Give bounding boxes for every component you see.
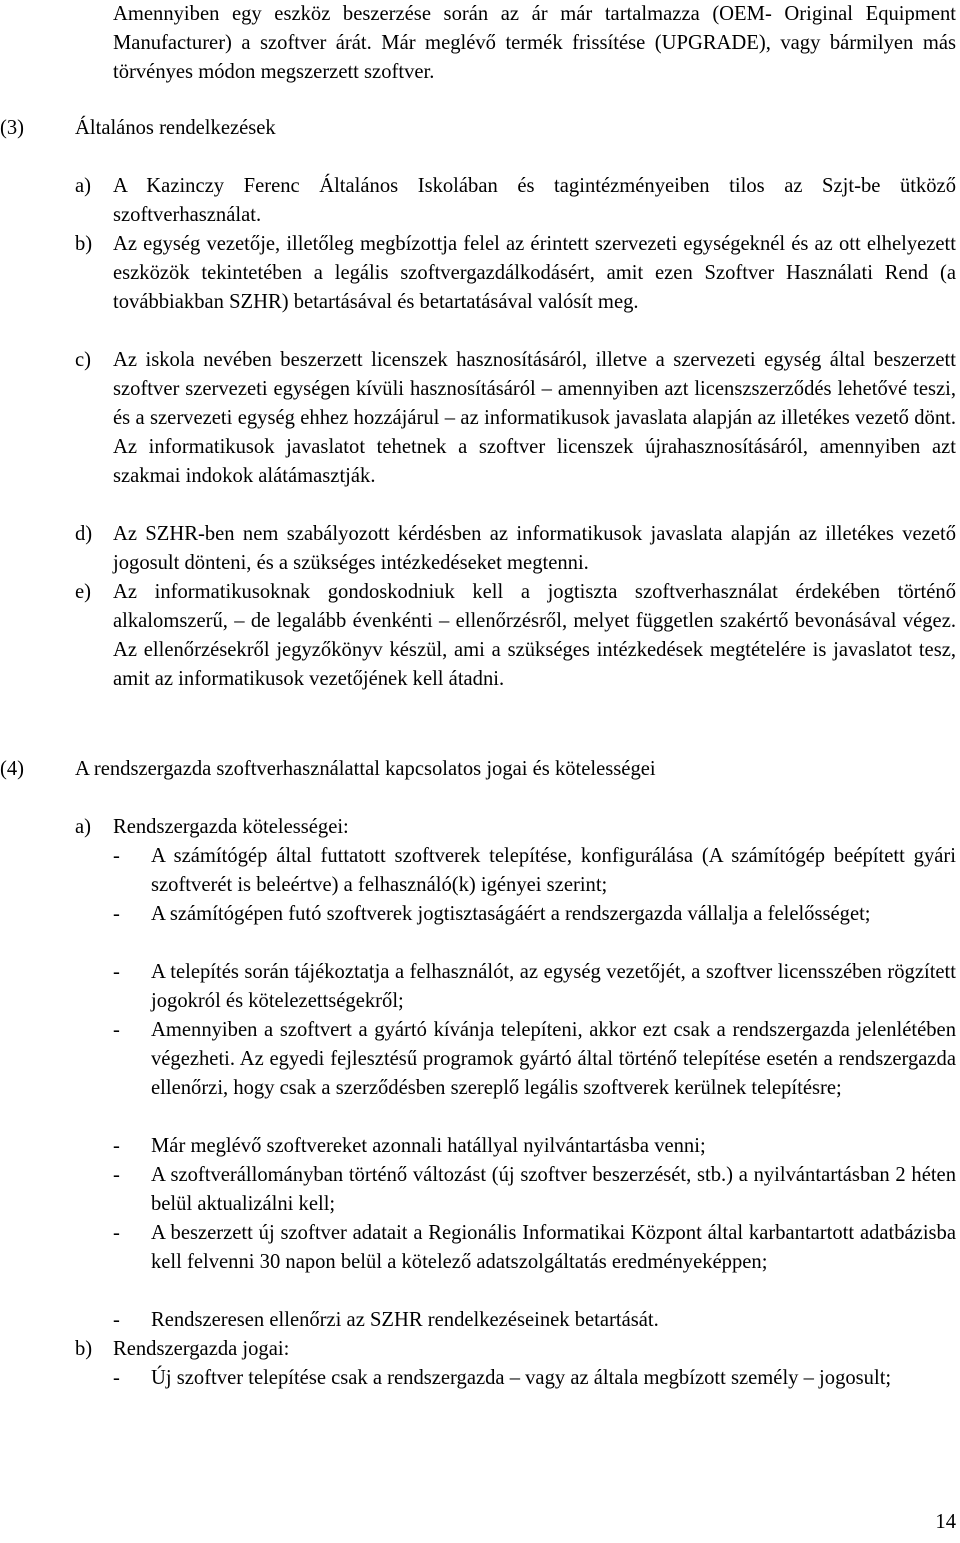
item-text: Rendszergazda kötelességei: — [113, 816, 349, 838]
section-4-heading — [0, 755, 960, 784]
duty-list-item — [113, 900, 956, 929]
list-item-text: A telepítés során tájékoztatja a felhasználót, az egység vezetőjét, a szoftver licensszében rögzített jogokról és kötelezettségekről; — [151, 961, 956, 1012]
duty-list-item — [113, 1016, 956, 1103]
list-dash: - — [113, 1164, 120, 1186]
list-item-text: A számítógép által futtatott szoftverek telepítése, konfigurálása (A számítógép beépített gyári szoftverét is beleértve) a felhasználó(k) igényei szerint; — [151, 845, 956, 896]
list-dash: - — [113, 845, 120, 867]
duty-list-item — [113, 1161, 956, 1219]
section-4-number: (4) — [0, 758, 25, 780]
duty-list-item — [113, 1132, 956, 1161]
page-number: 14 — [935, 1511, 956, 1533]
list-item-text: Rendszeresen ellenőrzi az SZHR rendelkezéseinek betartását. — [151, 1309, 659, 1331]
list-dash: - — [113, 1309, 120, 1331]
item-text: Rendszergazda jogai: — [113, 1338, 290, 1360]
item-label: d) — [75, 523, 93, 545]
intro-paragraph: Amennyiben egy eszköz beszerzése során az ár már tartalmazza (OEM- Original Equipment Manufacturer) a szoftver árát. Már meglévő termék frissítése (UPGRADE), vagy bármilyen más törvényes módon megszerzett szoftver. — [113, 3, 956, 83]
list-item-text: A szoftverállományban történő változást (új szoftver beszerzését, stb.) a nyilvántartásban 2 héten belül aktualizálni kell; — [151, 1164, 956, 1215]
list-item-text: Amennyiben a szoftvert a gyártó kívánja telepíteni, akkor ezt csak a rendszergazda jelenlétében végezheti. Az egyedi fejlesztésű programok gyártó által történő telepítése esetén a rendszergazda ellenőrzi, hogy csak a szerződésben szereplő legális szoftverek kerülnek telepítésre; — [151, 1019, 956, 1099]
section-3-item-a — [75, 172, 956, 230]
section-3-title: Általános rendelkezések — [75, 117, 276, 139]
list-item-text: Új szoftver telepítése csak a rendszergazda – vagy az általa megbízott személy – jogosult; — [151, 1367, 892, 1389]
item-text: Az informatikusoknak gondoskodniuk kell a jogtiszta szoftverhasználat érdekében történő alkalomszerű, – de legalább évenkénti – ellenőrzésről, melyet független szakértő bevonásával végez. Az ellenőrzésekről jegyzőkönyv készül, ami a szükséges intézkedések megtételére is javaslatot tesz, amit az informatikusok vezetőjének kell átadni. — [113, 581, 956, 690]
duty-list-item — [113, 1219, 956, 1277]
list-item-text: A számítógépen futó szoftverek jogtisztaságáért a rendszergazda vállalja a felelősséget; — [151, 903, 871, 925]
item-text: A Kazinczy Ferenc Általános Iskolában és tagintézményeiben tilos az Szjt-be ütköző szoftverhasználat. — [113, 175, 956, 226]
item-text: Az egység vezetője, illetőleg megbízottja felel az érintett szervezeti egységeknél és az ott elhelyezett eszközök tekintetében a legális szoftvergazdálkodásért, amit ezen Szoftver Használati Rend (a továbbiakban SZHR) betartásával és betartatásával valósít meg. — [113, 233, 956, 313]
list-dash: - — [113, 1135, 120, 1157]
section-4-title: A rendszergazda szoftverhasználattal kapcsolatos jogai és kötelességei — [75, 758, 656, 780]
rights-list-item — [113, 1364, 956, 1393]
list-item-text: A beszerzett új szoftver adatait a Regionális Informatikai Központ által karbantartott adatbázisba kell felvenni 30 napon belül a kötelező adatszolgáltatás eredményeképpen; — [151, 1222, 956, 1273]
list-dash: - — [113, 903, 120, 925]
duty-list-item — [113, 958, 956, 1016]
section-4-item-b-heading — [75, 1335, 956, 1364]
item-label: e) — [75, 581, 91, 603]
duty-list-item — [113, 842, 956, 900]
section-3-number: (3) — [0, 117, 25, 139]
section-3-item-c — [75, 346, 956, 491]
item-text: Az iskola nevében beszerzett licenszek hasznosításáról, illetve a szervezeti egység által beszerzett szoftver szervezeti egységen kívüli hasznosításáról – amennyiben azt licenszszerződés lehetővé teszi, és a szervezeti egység ehhez hozzájárul – az informatikusok javaslata alapján az illetékes vezető dönt. Az informatikusok javaslatot tehetnek a szoftver licenszek újrahasznosításáról, amennyiben azt szakmai indokok alátámasztják. — [113, 349, 956, 487]
list-dash: - — [113, 1222, 120, 1244]
item-label: a) — [75, 175, 91, 197]
section-3-heading — [0, 114, 960, 143]
item-label: b) — [75, 233, 93, 255]
list-item-text: Már meglévő szoftvereket azonnali hatállyal nyilvántartásba venni; — [151, 1135, 706, 1157]
section-3-item-b — [75, 230, 956, 317]
section-3-item-d — [75, 520, 956, 578]
section-4-item-a-heading — [75, 813, 956, 842]
item-text: Az SZHR-ben nem szabályozott kérdésben az informatikusok javaslata alapján az illetékes vezető jogosult dönteni, és a szükséges intézkedéseket megtenni. — [113, 523, 956, 574]
list-dash: - — [113, 961, 120, 983]
list-dash: - — [113, 1367, 120, 1389]
duty-list-item — [113, 1306, 956, 1335]
list-dash: - — [113, 1019, 120, 1041]
section-3-item-e — [75, 578, 956, 694]
item-label: c) — [75, 349, 91, 371]
item-label: b) — [75, 1338, 93, 1360]
item-label: a) — [75, 816, 91, 838]
